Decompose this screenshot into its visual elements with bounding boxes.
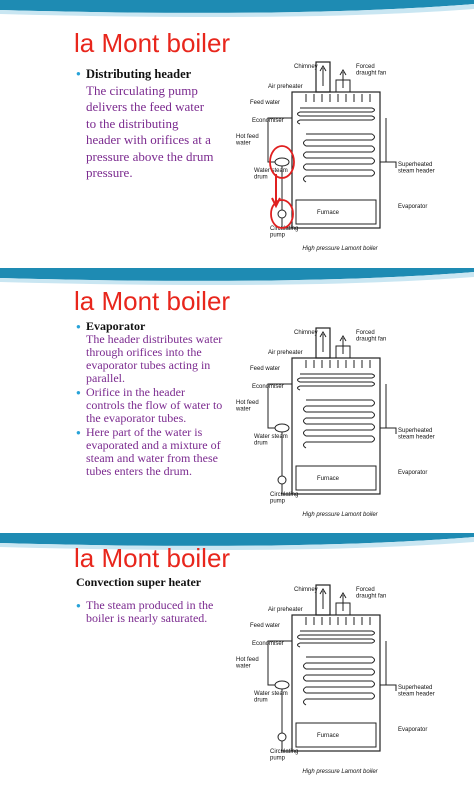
label-economiser: Economiser xyxy=(252,641,284,647)
slide-body xyxy=(76,576,236,626)
bullet-item xyxy=(76,66,236,182)
label-evaporator: Evaporator xyxy=(398,204,428,210)
bullet-heading: ● Evaporator xyxy=(86,319,146,333)
body-line: tubes enters the drum. xyxy=(86,464,192,478)
label-furnace: Furnace xyxy=(316,476,340,482)
bullet-heading: ● Distributing header xyxy=(86,67,192,81)
label-circulating-pump: Circulating pump xyxy=(270,492,299,505)
label-hot-feed-water: Hot feed water xyxy=(236,400,259,413)
body-line: evaporated and a mixture of xyxy=(86,438,221,452)
slide-body xyxy=(76,320,236,479)
label-chimney: Chimney xyxy=(294,330,318,336)
circulating-pump xyxy=(278,210,286,218)
label-superheated-steam-header: Superheated steam header xyxy=(398,685,435,698)
body-line: evaporator tubes acting in xyxy=(86,358,211,372)
bullet-item xyxy=(76,426,236,478)
label-water-steam-drum: Water steam drum xyxy=(254,168,288,181)
slide-header-band xyxy=(0,268,474,290)
body-line: boiler is nearly saturated. xyxy=(86,611,208,625)
label-air-preheater: Air preheater xyxy=(268,607,303,613)
label-furnace: Furnace xyxy=(316,733,340,739)
fan-duct xyxy=(336,593,350,615)
label-superheated-steam-header: Superheated steam header xyxy=(398,162,435,175)
superheater-outlet-pipe xyxy=(386,162,396,168)
economiser-coil xyxy=(298,374,375,390)
label-circulating-pump: Circulating pump xyxy=(270,226,299,239)
up-arrow-icon xyxy=(320,589,326,609)
lamont-boiler-diagram xyxy=(232,581,462,786)
slide-body xyxy=(76,66,236,183)
up-arrow-icon xyxy=(320,66,326,86)
slide-3 xyxy=(0,533,474,775)
label-superheated-steam-header: Superheated steam header xyxy=(398,428,435,441)
bullet-item xyxy=(76,320,236,385)
label-air-preheater: Air preheater xyxy=(268,84,303,90)
slide-header-band xyxy=(0,0,474,22)
red-down-arrow-icon xyxy=(272,174,280,206)
label-forced-draught-fan: Forced draught fan xyxy=(356,330,387,343)
label-feed-water: Feed water xyxy=(250,100,281,106)
economiser-coil xyxy=(298,631,375,647)
body-line: controls the flow of water to xyxy=(86,398,223,412)
circulating-pump xyxy=(278,733,286,741)
label-forced-draught-fan: Forced draught fan xyxy=(356,587,387,600)
bullet-item xyxy=(76,386,236,425)
body-line: delivers the feed water xyxy=(86,99,205,114)
slide-title: la Mont boiler xyxy=(74,286,231,316)
up-arrow-icon xyxy=(320,332,326,352)
steam-drum xyxy=(275,424,289,432)
evaporator-coil xyxy=(304,657,375,705)
diagram-caption: High pressure Lamont boiler xyxy=(302,512,378,518)
evaporator-coil xyxy=(304,400,375,448)
lamont-boiler-diagram xyxy=(232,58,462,263)
slide-1 xyxy=(0,0,474,265)
body-line: pressure. xyxy=(86,165,133,180)
body-line: the evaporator tubes. xyxy=(86,411,187,425)
label-water-steam-drum: Water steam drum xyxy=(254,434,288,447)
slide-header-band xyxy=(0,533,474,555)
superheater-outlet-pipe xyxy=(386,685,396,691)
label-chimney: Chimney xyxy=(294,587,318,593)
body-line: ● Here part of the water is xyxy=(86,425,203,439)
slide-2 xyxy=(0,268,474,530)
slide-title: la Mont boiler xyxy=(74,543,231,573)
fan-duct xyxy=(336,70,350,92)
body-line: through orifices into the xyxy=(86,345,202,359)
body-line: ● Orifice in the header xyxy=(86,385,185,399)
diagram-caption: High pressure Lamont boiler xyxy=(302,769,378,775)
label-economiser: Economiser xyxy=(252,384,284,390)
air-preheater-tubes xyxy=(306,360,370,368)
label-evaporator: Evaporator xyxy=(398,727,428,733)
circulating-pump xyxy=(278,476,286,484)
label-hot-feed-water: Hot feed water xyxy=(236,134,259,147)
label-air-preheater: Air preheater xyxy=(268,350,303,356)
diagram-caption: High pressure Lamont boiler xyxy=(302,246,378,252)
steam-drum xyxy=(275,681,289,689)
evaporator-coil xyxy=(304,134,375,182)
lamont-boiler-diagram xyxy=(232,324,462,529)
label-hot-feed-water: Hot feed water xyxy=(236,657,259,670)
label-furnace: Furnace xyxy=(316,210,340,216)
body-line: header with orifices at a xyxy=(86,132,211,147)
label-feed-water: Feed water xyxy=(250,366,281,372)
body-line: to the distributing xyxy=(86,115,179,131)
label-chimney: Chimney xyxy=(294,64,318,70)
label-feed-water: Feed water xyxy=(250,623,281,629)
label-evaporator: Evaporator xyxy=(398,470,428,476)
label-circulating-pump: Circulating pump xyxy=(270,749,299,762)
superheater-outlet-pipe xyxy=(386,428,396,434)
body-line: The circulating pump xyxy=(86,82,198,98)
section-heading: Convection super heater xyxy=(76,575,202,589)
air-preheater-tubes xyxy=(306,94,370,102)
air-preheater-tubes xyxy=(306,617,370,625)
label-water-steam-drum: Water steam drum xyxy=(254,691,288,704)
body-line: steam and water from these xyxy=(86,451,218,465)
fan-duct xyxy=(336,336,350,358)
economiser-coil xyxy=(298,108,375,124)
label-forced-draught-fan: Forced draught fan xyxy=(356,64,387,77)
steam-drum xyxy=(275,158,289,166)
body-line: parallel. xyxy=(86,371,125,385)
body-line: The header distributes water xyxy=(86,332,223,346)
body-line: ● The steam produced in the xyxy=(86,598,214,612)
body-line: pressure above the drum xyxy=(86,148,214,164)
slide-title: la Mont boiler xyxy=(74,28,231,58)
label-economiser: Economiser xyxy=(252,118,284,124)
bullet-item xyxy=(76,599,236,625)
